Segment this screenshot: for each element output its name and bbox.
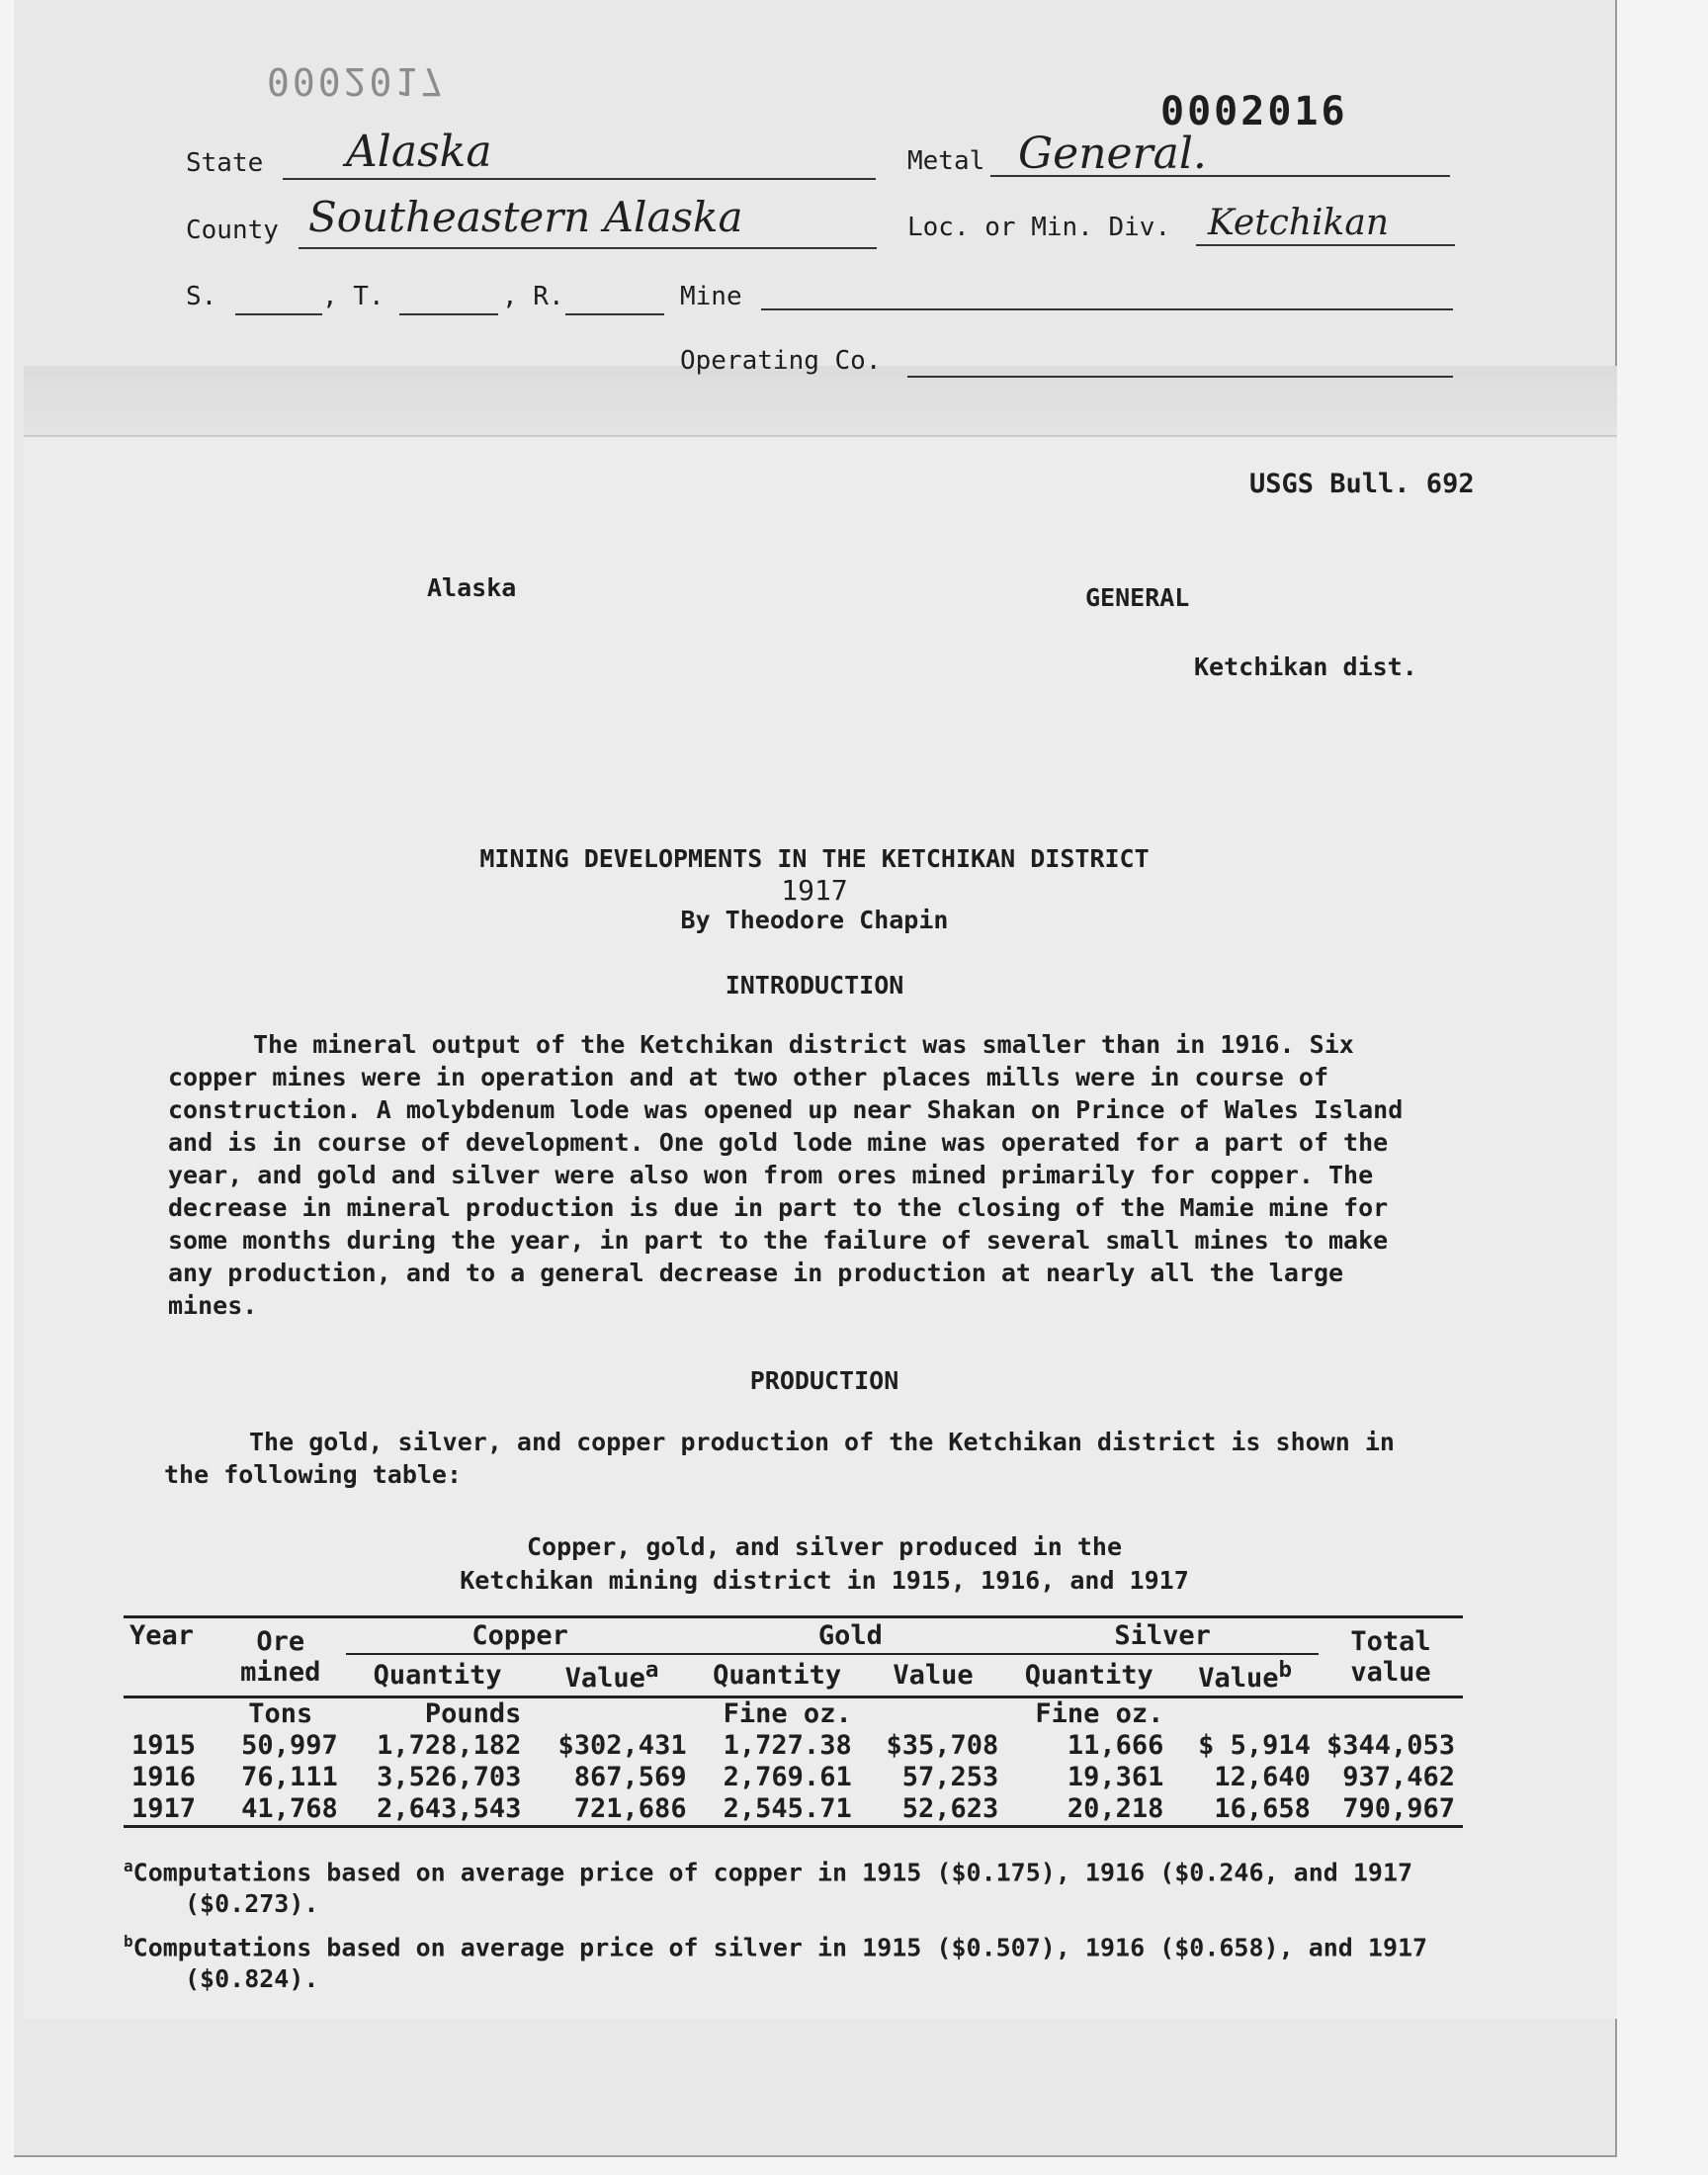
section-line xyxy=(235,313,322,315)
article-author: By Theodore Chapin xyxy=(680,906,949,934)
state-label: State xyxy=(186,148,264,178)
row-year: 1915 xyxy=(131,1730,197,1761)
header-gold-value: Value xyxy=(893,1660,974,1691)
row-gold-value: 57,253 xyxy=(901,1762,999,1792)
table-row xyxy=(124,1730,1463,1762)
header-copper: Copper xyxy=(346,1617,695,1655)
township-label: , T. xyxy=(322,282,384,311)
metal-value: General. xyxy=(1018,129,1207,179)
ref-metal: GENERAL xyxy=(1085,583,1190,612)
header-year: Year xyxy=(129,1620,195,1651)
header-silver-value-label: Value xyxy=(1198,1663,1279,1694)
county-line xyxy=(299,247,877,249)
header-silver-value xyxy=(1171,1654,1319,1697)
row-total-value: 937,462 xyxy=(1342,1762,1455,1792)
table-caption-line-2: Ketchikan mining district in 1915, 1916, and 1917 xyxy=(460,1566,1189,1595)
header-silver-quantity: Quantity xyxy=(1024,1660,1153,1691)
row-silver-value: $ 5,914 xyxy=(1198,1730,1311,1761)
intro-paragraph: The mineral output of the Ketchikan district was smaller than in 1916. Six copper mines were in operation and at two other places mills were in course of construction. A molybdenum lode was opened up near Shakan on Prince of Wales Island and is in course of development. One gold lode mine was operated for a part of the year, and gold and silver were also won from ores mined primarily for copper. The decrease in mineral production is due in part to the closing of the Mamie mine for some months during the year, in part to the failure of several small mines to make any production, and to a general decrease in production at nearly all the large mines. xyxy=(168,1030,1404,1320)
units-row xyxy=(124,1697,1463,1731)
row-gold-quantity: 2,545.71 xyxy=(723,1793,852,1824)
range-line xyxy=(565,313,664,315)
row-total-value: 790,967 xyxy=(1342,1793,1455,1824)
mine-line xyxy=(761,308,1453,310)
article-title: MINING DEVELOPMENTS IN THE KETCHIKAN DISTRICT xyxy=(479,844,1150,873)
row-ore: 50,997 xyxy=(241,1730,338,1761)
metal-label: Metal xyxy=(907,146,985,176)
row-copper-quantity: 1,728,182 xyxy=(377,1730,522,1761)
row-silver-quantity: 19,361 xyxy=(1067,1762,1164,1792)
footnote-b-mark: b xyxy=(124,1932,133,1951)
row-silver-value: 16,658 xyxy=(1214,1793,1311,1824)
mirrored-document-number: 0002017 xyxy=(267,59,447,103)
county-value: Southeastern Alaska xyxy=(308,193,743,241)
bulletin-reference: USGS Bull. 692 xyxy=(1249,469,1475,499)
loc-line xyxy=(1196,244,1455,246)
footnote-a-text: Computations based on average price of copper in 1915 ($0.175), 1916 ($0.246, and 1917 ($0.273). xyxy=(132,1858,1413,1919)
intro-heading: INTRODUCTION xyxy=(725,971,904,1000)
production-heading: PRODUCTION xyxy=(749,1366,899,1395)
table-row xyxy=(124,1793,1463,1827)
header-ore-mined: Ore mined xyxy=(240,1626,321,1688)
footnote-a-marker: a xyxy=(644,1657,659,1683)
row-total-value: $344,053 xyxy=(1325,1730,1455,1761)
row-gold-quantity: 2,769.61 xyxy=(723,1762,852,1792)
article-year: 1917 xyxy=(781,874,848,907)
row-silver-quantity: 11,666 xyxy=(1067,1730,1164,1761)
county-label: County xyxy=(186,216,279,245)
ref-district: Ketchikan dist. xyxy=(1194,652,1417,681)
row-gold-value: $35,708 xyxy=(886,1730,999,1761)
row-copper-quantity: 3,526,703 xyxy=(377,1762,522,1792)
header-silver: Silver xyxy=(1006,1617,1319,1655)
footnote-a-mark: a xyxy=(124,1857,133,1875)
header-copper-value-label: Value xyxy=(564,1663,645,1694)
operating-co-line xyxy=(907,376,1453,378)
production-table xyxy=(124,1615,1463,1828)
header-gold-quantity: Quantity xyxy=(713,1660,842,1691)
row-copper-value: 721,686 xyxy=(573,1793,687,1824)
unit-tons: Tons xyxy=(248,1698,313,1729)
footnote-b xyxy=(124,1926,1529,1995)
footnote-b-text: Computations based on average price of silver in 1915 ($0.507), 1916 ($0.658), and 1917 ($0.824). xyxy=(132,1933,1428,1994)
row-silver-quantity: 20,218 xyxy=(1067,1793,1164,1824)
row-silver-value: 12,640 xyxy=(1214,1762,1311,1792)
header-gold: Gold xyxy=(695,1617,1007,1655)
document-number: 0002016 xyxy=(1160,89,1348,134)
row-gold-value: 52,623 xyxy=(901,1793,999,1824)
state-value: Alaska xyxy=(346,127,492,177)
row-copper-value: $302,431 xyxy=(557,1730,687,1761)
footnote-b-marker: b xyxy=(1278,1657,1293,1683)
unit-pounds: Pounds xyxy=(424,1698,522,1729)
section-label: S. xyxy=(186,282,217,311)
row-year: 1917 xyxy=(131,1793,197,1824)
row-year: 1916 xyxy=(131,1762,197,1792)
row-gold-quantity: 1,727.38 xyxy=(723,1730,852,1761)
ref-state: Alaska xyxy=(427,573,517,602)
row-ore: 76,111 xyxy=(241,1762,338,1792)
range-label: , R. xyxy=(502,282,564,311)
production-paragraph: The gold, silver, and copper production of the Ketchikan district is shown in the following table: xyxy=(164,1428,1395,1489)
row-copper-value: 867,569 xyxy=(573,1762,687,1792)
header-total-value: Total value xyxy=(1350,1626,1431,1688)
unit-fine-oz-gold: Fine oz. xyxy=(723,1698,852,1729)
loc-label: Loc. or Min. Div. xyxy=(907,213,1171,242)
row-ore: 41,768 xyxy=(241,1793,338,1824)
table-row xyxy=(124,1762,1463,1793)
state-line xyxy=(283,178,876,180)
row-copper-quantity: 2,643,543 xyxy=(377,1793,522,1824)
table-caption-line-1: Copper, gold, and silver produced in the xyxy=(526,1532,1123,1561)
mine-label: Mine xyxy=(680,282,742,311)
header-copper-value xyxy=(529,1654,694,1697)
footnote-a xyxy=(124,1851,1529,1920)
table-header-row-1 xyxy=(124,1617,1463,1655)
header-copper-quantity: Quantity xyxy=(373,1660,502,1691)
loc-value: Ketchikan xyxy=(1208,203,1390,243)
township-line xyxy=(399,313,498,315)
operating-co-label: Operating Co. xyxy=(680,346,882,376)
unit-fine-oz-silver: Fine oz. xyxy=(1035,1698,1164,1729)
